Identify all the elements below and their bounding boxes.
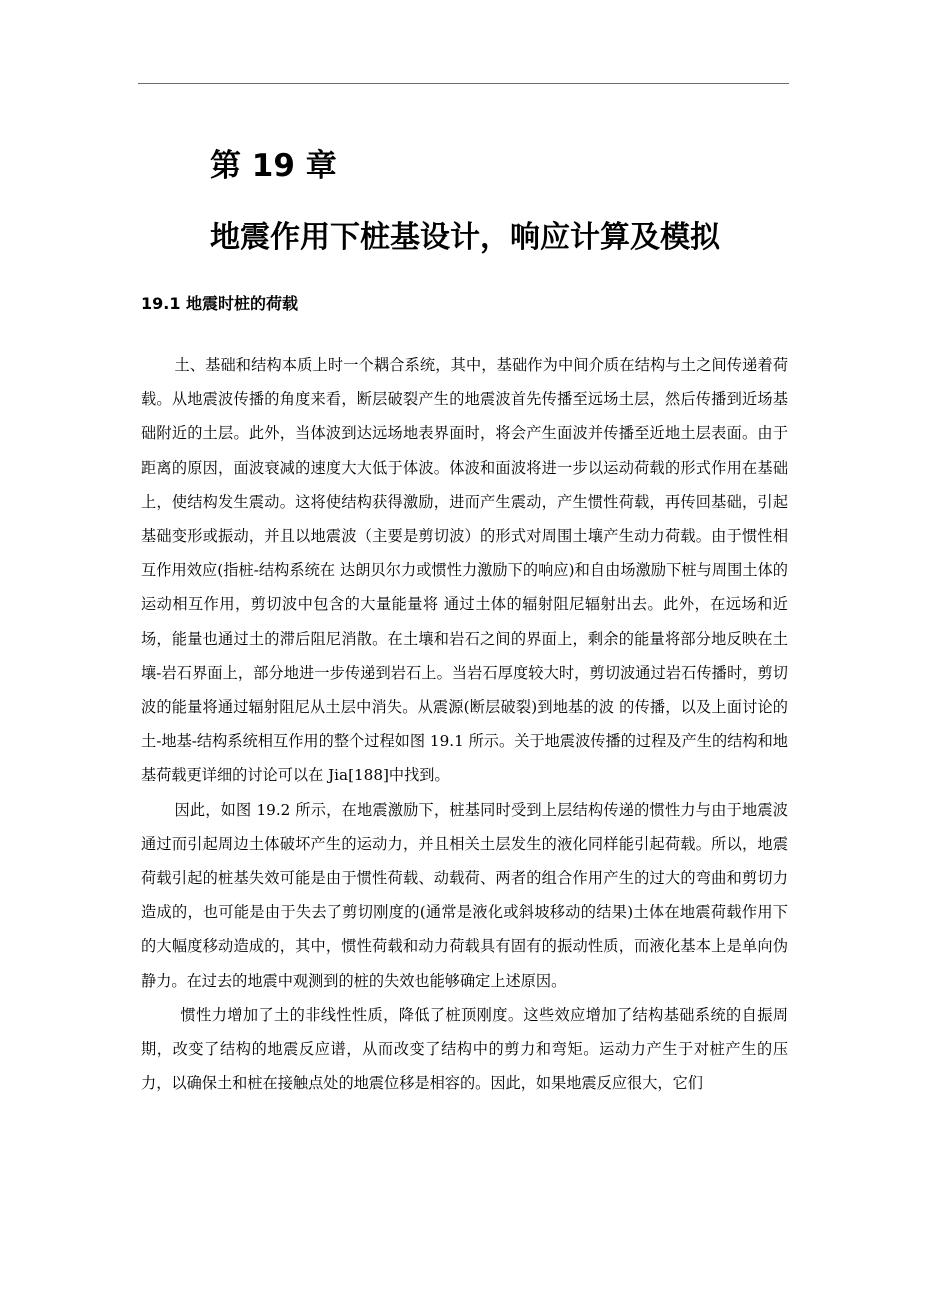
paragraph: 因此，如图 19.2 所示，在地震激励下，桩基同时受到上层结构传递的惯性力与由于地震波通过而引起周边土体破坏产生的运动力，并且相关土层发生的液化同样能引起荷载。所以，地震荷载引起的桩基失效可能是由于惯性荷载、动载荷、两者的组合作用产生的过大的弯曲和剪切力造成的，也可能是由于失去了剪切刚度的(通常是液化或斜坡移动的结果)土体在地震荷载作用下的大幅度移动造成的，其中，惯性荷载和动力荷载具有固有的振动性质，而液化基本上是单向伪静力。在过去的地震中观测到的桩的失效也能够确定上述原因。 [141,800,788,990]
header-rule [138,83,789,84]
section-heading: 19.1 地震时桩的荷载 [141,294,299,313]
chapter-number: 第 19 章 [210,148,337,184]
chapter-title: 地震作用下桩基设计，响应计算及模拟 [210,220,720,255]
body-text [141,348,788,1100]
paragraph: 惯性力增加了土的非线性性质，降低了桩顶刚度。这些效应增加了结构基础系统的自振周期，改变了结构的地震反应谱，从而改变了结构中的剪力和弯矩。运动力产生于对桩产生的压力，以确保土和桩在接触点处的地震位移是相容的。因此，如果地震反应很大，它们 [141,1005,788,1093]
paragraph: 土、基础和结构本质上时一个耦合系统，其中，基础作为中间介质在结构与土之间传递着荷载。从地震波传播的角度来看，断层破裂产生的地震波首先传播至远场土层，然后传播到近场基础附近的土层。此外，当体波到达远场地表界面时，将会产生面波并传播至近地土层表面。由于距离的原因，面波衰减的速度大大低于体波。体波和面波将进一步以运动荷载的形式作用在基础上，使结构发生震动。这将使结构获得激励，进而产生震动，产生惯性荷载，再传回基础，引起基础变形或振动，并且以地震波（主要是剪切波）的形式对周围土壤产生动力荷载。由于惯性相互作用效应(指桩-结构系统在 达朗贝尔力或惯性力激励下的响应)和自由场激励下桩与周围土体的运动相互作用，剪切波中包含的大量能量将 通过土体的辐射阻尼辐射出去。此外，在远场和近场，能量也通过土的滞后阻尼消散。在土壤和岩石之间的界面上，剩余的能量将部分地反映在土壤-岩石界面上，部分地进一步传递到岩石上。当岩石厚度较大时，剪切波通过岩石传播时，剪切波的能量将通过辐射阻尼从土层中消失。从震源(断层破裂)到地基的波 的传播，以及上面讨论的土-地基-结构系统相互作用的整个过程如图 19.1 所示。关于地震波传播的过程及产生的结构和地基荷载更详细的讨论可以在 Jia[188]中找到。 [141,356,788,785]
